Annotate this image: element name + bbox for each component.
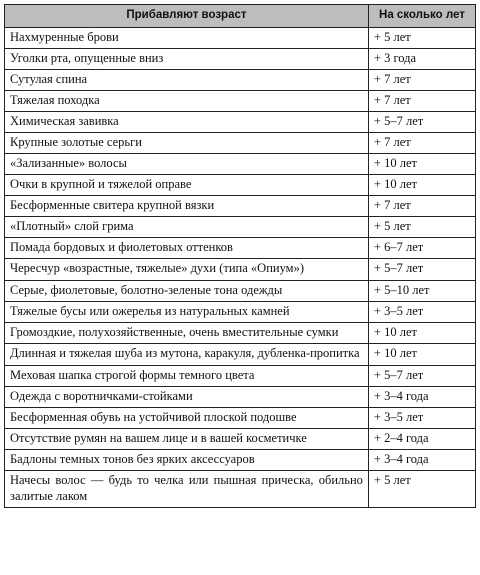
table-row (5, 280, 476, 301)
table-row (5, 301, 476, 322)
row-item: «Зализанные» волосы (5, 154, 369, 175)
row-item: Начесы волос — будь то челка или пышная прическа, обильно залитые лаком (5, 471, 369, 508)
row-item: Помада бордовых и фиолетовых оттенков (5, 238, 369, 259)
table-row (5, 196, 476, 217)
row-years: + 3–5 лет (368, 301, 475, 322)
row-years: + 6–7 лет (368, 238, 475, 259)
row-item: Серые, фиолетовые, болотно-зеленые тона одежды (5, 280, 369, 301)
row-item: Чересчур «возрастные, тяжелые» духи (типа «Опиум») (5, 259, 369, 281)
row-years: + 10 лет (368, 154, 475, 175)
row-item: Тяжелые бусы или ожерелья из натуральных камней (5, 301, 369, 322)
row-years: + 5–7 лет (368, 112, 475, 133)
row-item: Сутулая спина (5, 70, 369, 91)
row-years: + 3–4 года (368, 450, 475, 471)
table-row (5, 386, 476, 407)
table-row (5, 154, 476, 175)
row-item: Одежда с воротничками-стойками (5, 386, 369, 407)
table-row (5, 175, 476, 196)
row-item: Длинная и тяжелая шуба из мутона, каракуля, дубленка-пропитка (5, 344, 369, 366)
table-row (5, 259, 476, 281)
row-years: + 5–7 лет (368, 259, 475, 281)
row-item: Очки в крупной и тяжелой оправе (5, 175, 369, 196)
row-item: Бесформенная обувь на устойчивой плоской подошве (5, 407, 369, 428)
table-row (5, 344, 476, 366)
row-years: + 5–10 лет (368, 280, 475, 301)
row-years: + 7 лет (368, 196, 475, 217)
header-how-many-years: На сколько лет (368, 5, 475, 28)
row-years: + 5 лет (368, 217, 475, 238)
table-row (5, 471, 476, 508)
table-row (5, 217, 476, 238)
row-years: + 3–5 лет (368, 407, 475, 428)
table-row (5, 91, 476, 112)
row-years: + 5 лет (368, 471, 475, 508)
row-item: Бадлоны темных тонов без ярких аксессуаров (5, 450, 369, 471)
age-table (4, 4, 476, 508)
table-row (5, 112, 476, 133)
row-years: + 2–4 года (368, 428, 475, 450)
row-years: + 10 лет (368, 322, 475, 344)
table-row (5, 49, 476, 70)
row-years: + 7 лет (368, 70, 475, 91)
table-row (5, 365, 476, 386)
row-item: Отсутствие румян на вашем лице и в вашей косметичке (5, 428, 369, 450)
row-years: + 3 года (368, 49, 475, 70)
row-years: + 7 лет (368, 133, 475, 154)
row-item: Химическая завивка (5, 112, 369, 133)
header-adds-age: Прибавляют возраст (5, 5, 369, 28)
row-years: + 10 лет (368, 175, 475, 196)
table-header-row (5, 5, 476, 28)
row-item: Тяжелая походка (5, 91, 369, 112)
table-row (5, 450, 476, 471)
table-row (5, 70, 476, 91)
row-years: + 5–7 лет (368, 365, 475, 386)
row-item: Нахмуренные брови (5, 28, 369, 49)
row-item: Меховая шапка строгой формы темного цвета (5, 365, 369, 386)
row-item: Громоздкие, полухозяйственные, очень вместительные сумки (5, 322, 369, 344)
row-item: «Плотный» слой грима (5, 217, 369, 238)
row-item: Крупные золотые серьги (5, 133, 369, 154)
row-years: + 3–4 года (368, 386, 475, 407)
table-row (5, 407, 476, 428)
row-years: + 7 лет (368, 91, 475, 112)
row-years: + 5 лет (368, 28, 475, 49)
table-row (5, 428, 476, 450)
table-row (5, 28, 476, 49)
row-item: Бесформенные свитера крупной вязки (5, 196, 369, 217)
row-item: Уголки рта, опущенные вниз (5, 49, 369, 70)
table-row (5, 133, 476, 154)
table-row (5, 322, 476, 344)
row-years: + 10 лет (368, 344, 475, 366)
table-row (5, 238, 476, 259)
